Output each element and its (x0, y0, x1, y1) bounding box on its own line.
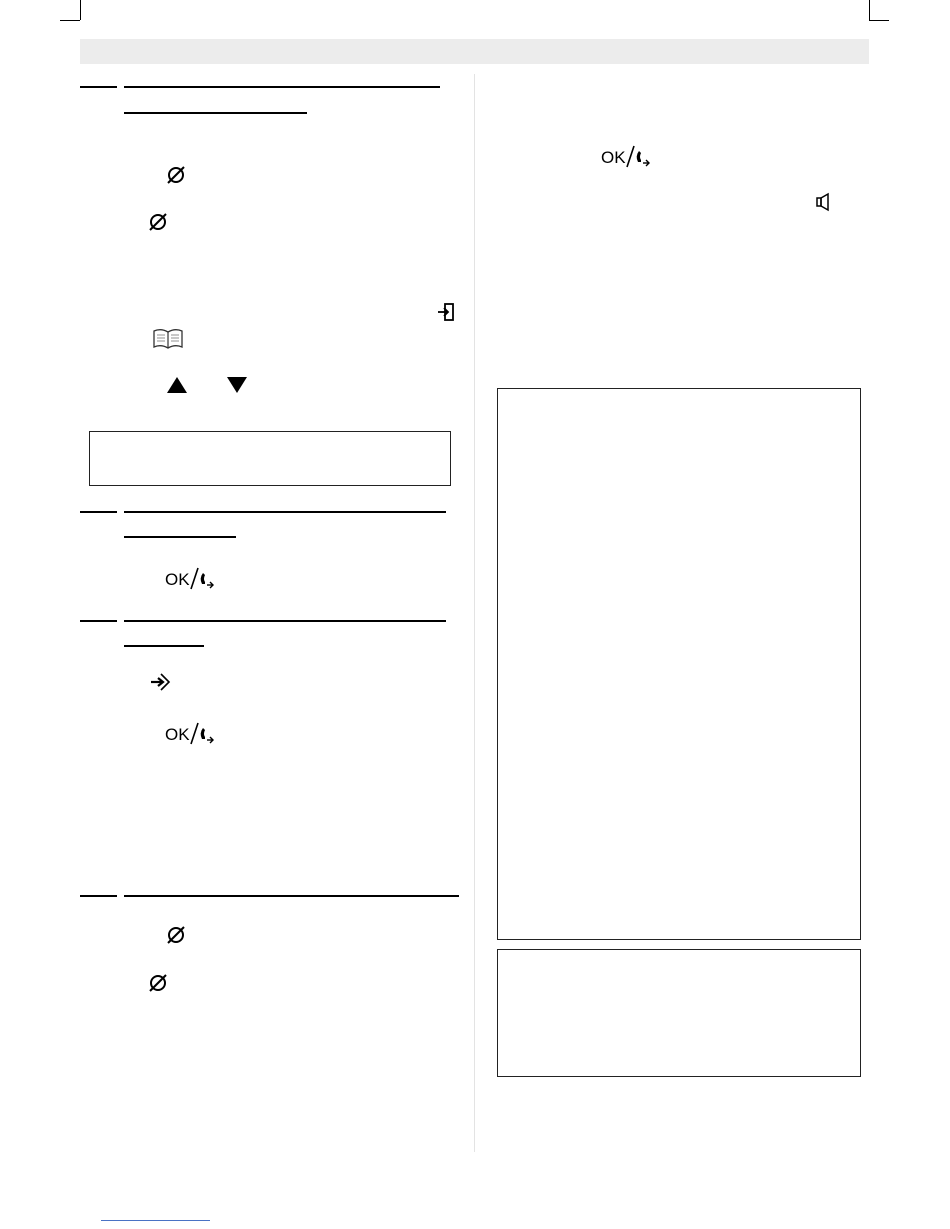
footer-link[interactable] (101, 1220, 210, 1221)
ok-call-icon (164, 565, 216, 591)
circle-slash-icon (164, 923, 188, 947)
section-number-rule-4 (80, 895, 117, 897)
section-number-rule-1 (80, 86, 117, 88)
section-heading-rule-1b (124, 112, 307, 114)
section-heading-rule-1a (124, 86, 440, 88)
column-divider (474, 74, 475, 1152)
crop-mark-top-right-vertical (869, 0, 870, 20)
section-heading-rule-2b (124, 536, 236, 538)
section-heading-rule-2a (124, 511, 446, 513)
ok-label: OK (165, 570, 190, 589)
section-heading-rule-3a (124, 620, 446, 622)
enter-arrow-icon (147, 670, 175, 694)
ok-call-icon (600, 143, 652, 169)
section-number-rule-3 (80, 620, 117, 622)
header-band (80, 39, 869, 64)
speaker-icon (814, 192, 834, 212)
circle-slash-icon (146, 210, 170, 234)
crop-mark-top-right-horizontal (869, 20, 889, 21)
ok-label: OK (165, 725, 190, 744)
circle-slash-icon (146, 971, 170, 995)
section-heading-rule-3b (124, 645, 204, 647)
ok-call-icon (164, 720, 216, 746)
triangle-down-icon (226, 376, 248, 394)
triangle-up-icon (166, 376, 188, 394)
section-number-rule-2 (80, 511, 117, 513)
info-box-large (497, 388, 861, 940)
section-heading-rule-4a (124, 895, 459, 897)
ok-label: OK (601, 148, 626, 167)
phonebook-icon (152, 326, 184, 350)
info-box-small (497, 949, 861, 1077)
crop-mark-top-left-horizontal (60, 20, 80, 21)
circle-slash-icon (164, 163, 188, 187)
crop-mark-top-left-vertical (80, 0, 81, 20)
exit-icon (436, 302, 456, 322)
note-box (89, 431, 451, 486)
